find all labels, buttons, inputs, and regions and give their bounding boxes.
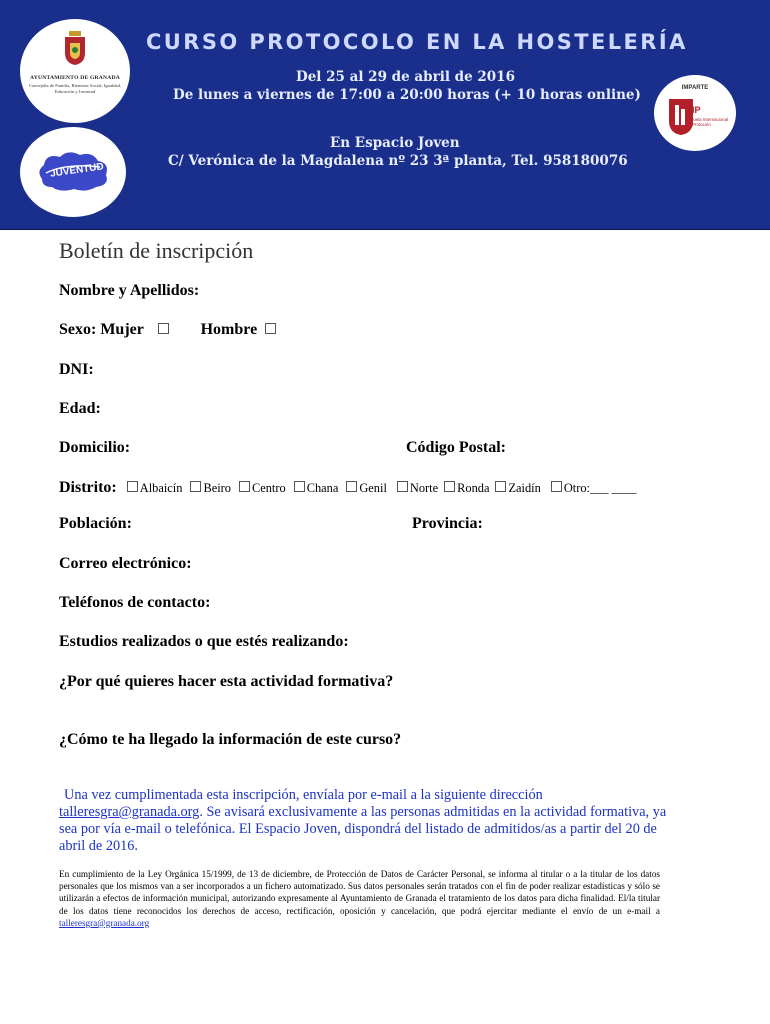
district-label: Distrito:	[59, 479, 117, 496]
postal-code-field-label: Código Postal:	[406, 439, 506, 456]
district-option-otro[interactable]: Otro:___ ____	[551, 481, 637, 495]
name-field-label: Nombre y Apellidos:	[59, 282, 200, 299]
district-option-albaicin[interactable]: Albaicín	[127, 481, 183, 495]
imparte-label: IMPARTE	[681, 85, 709, 91]
seal-name: AYUNTAMIENTO DE GRANADA	[30, 75, 120, 81]
district-option-norte[interactable]: Norte	[397, 481, 438, 495]
notice-text-2: . Se avisará exclusivamente a las personas admitidas en la actividad formativa, ya sea por vía e-mail o telefónica. El Espacio Joven, dispondrá del listado de admitidos/as a partir del 20 de abril de 2016.	[59, 804, 667, 854]
sex-female-label: Sexo: Mujer	[59, 321, 144, 338]
course-venue: En Espacio Joven	[330, 135, 460, 151]
form-title: Boletín de inscripción	[59, 238, 254, 263]
submission-notice	[59, 787, 669, 855]
eip-logo	[654, 75, 736, 151]
coat-of-arms-icon	[64, 31, 86, 65]
notice-email-link[interactable]: talleresgra@granada.org	[59, 804, 200, 820]
legal-email-link[interactable]: talleresgra@granada.org	[59, 917, 150, 928]
phones-field-label: Teléfonos de contacto:	[59, 594, 211, 611]
province-field-label: Provincia:	[412, 515, 483, 532]
course-title: CURSO PROTOCOLO EN LA HOSTELERÍA	[146, 30, 688, 54]
sex-male-label: Hombre	[200, 321, 258, 338]
legal-disclaimer	[59, 868, 660, 929]
course-dates: Del 25 al 29 de abril de 2016	[296, 69, 515, 85]
notice-text-1: Una vez cumplimentada esta inscripción, envíala por e-mail a la siguiente dirección	[64, 787, 543, 803]
course-schedule: De lunes a viernes de 17:00 a 20:00 horas (+ 10 horas online)	[173, 87, 641, 103]
header-banner	[0, 0, 770, 230]
studies-field-label: Estudios realizados o que estés realizando:	[59, 633, 349, 650]
sex-female-checkbox[interactable]	[158, 323, 169, 334]
sex-field	[59, 321, 278, 339]
district-field	[59, 479, 636, 497]
juventud-label: JUVENTUD	[49, 161, 105, 180]
why-field-label: ¿Por qué quieres hacer esta actividad formativa?	[59, 673, 394, 690]
dni-field-label: DNI:	[59, 361, 94, 378]
district-option-centro[interactable]: Centro	[239, 481, 286, 495]
ayuntamiento-seal-logo	[20, 19, 130, 123]
address-field-label: Domicilio:	[59, 439, 131, 456]
town-field-label: Población:	[59, 515, 132, 532]
how-field-label: ¿Cómo te ha llegado la información de este curso?	[59, 731, 402, 748]
course-address: C/ Verónica de la Magdalena nº 23 3ª planta, Tel. 958180076	[168, 153, 628, 169]
district-option-ronda[interactable]: Ronda	[444, 481, 489, 495]
eip-subtitle: Escuela Internacional de Protocolo	[686, 117, 728, 127]
seal-subtitle: Concejalía de Familia, Bienestar Social, Igualdad, Educación y Juventud	[28, 83, 122, 94]
district-option-beiro[interactable]: Beiro	[190, 481, 231, 495]
age-field-label: Edad:	[59, 400, 101, 417]
sex-male-checkbox[interactable]	[265, 323, 276, 334]
district-option-chana[interactable]: Chana	[294, 481, 339, 495]
juventud-logo	[20, 127, 126, 217]
eip-name: EIP	[686, 105, 701, 115]
legal-text: En cumplimiento de la Ley Orgánica 15/1999, de 13 de diciembre, de Protección de Datos de Carácter Personal, se informa al titular o a la titular de los datos personales que los mismos van a ser incorporados a un fichero automatizado. Sus datos personales serán tratados con el fin de poder realizar estadísticas y sólo se utilizarán a efectos de información municipal, autorizando expresamente al Ayuntamiento de Granada el tratamiento de los datos para dicha finalidad. El/la titular de los datos tiene reconocidos los derechos de acceso, rectificación, oposición y cancelación, que podrá ejercitar mediante el envío de un e-mail a	[59, 869, 660, 916]
email-field-label: Correo electrónico:	[59, 555, 192, 572]
district-option-zaidin[interactable]: Zaidín	[495, 481, 540, 495]
district-option-genil[interactable]: Genil	[346, 481, 387, 495]
